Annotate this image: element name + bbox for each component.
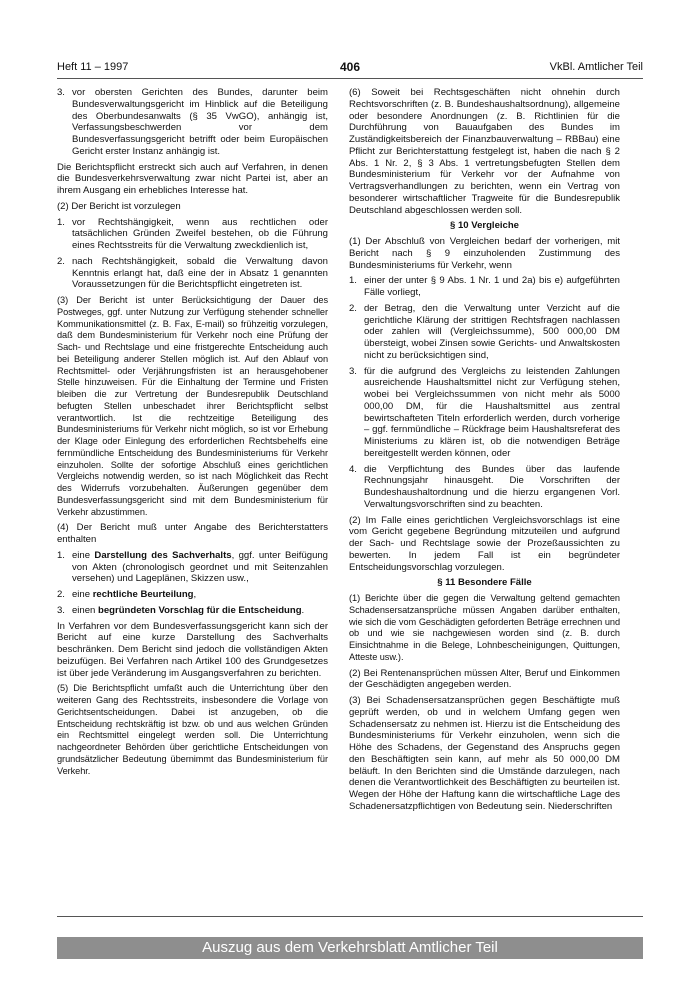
right-column: [349, 87, 620, 817]
footer-rule: [57, 916, 643, 917]
list-item: 3. für die aufgrund des Vergleichs zu leistenden Zahlungen ausreichende Haushaltsmittel nicht zur Verfügung stehen, wobei bei Vergleichssummen von nicht mehr als 5000 000,00 DM, für die Haushaltsmittel aus zentral bewirtschafteten Titeln erforderlich werden, durch vorherige – ggf. fernmündliche – Rückfrage beim Haushaltsreferat des Ministeriums zu klären ist, ob die notwendigen Beträge bereitgestellt werden können, oder: [349, 365, 620, 459]
footer-banner: Auszug aus dem Verkehrsblatt Amtlicher Teil: [57, 937, 643, 959]
paragraph: Die Berichtspflicht erstreckt sich auch auf Verfahren, in denen die Bundesverkehrsverwaltung zwar nicht Partei ist, aber an ihrem Ausgang ein erhebliches Interesse hat.: [57, 161, 328, 196]
paragraph: In Verfahren vor dem Bundesverfassungsgericht kann sich der Bericht auf eine kurze Darstellung des Sachverhalts beschränken. Dem Bericht sind jedoch die vollständigen Akten beizufügen. Bei Verfahren nach Artikel 100 des Grundgesetzes ist über jede Veränderung im Ausgangsverfahren zu berichten.: [57, 620, 328, 679]
section-heading: § 11 Besondere Fälle: [437, 577, 532, 589]
section-heading: § 10 Vergleiche: [450, 220, 519, 232]
paragraph: (3) Bei Schadensersatzansprüchen gegen Beschäftigte muß geprüft werden, ob und in welchem Umfang gegen wen Schadensersatz zu nehmen ist. Hierzu ist die Entscheidung des Bundesministeriums für Verkehr einzuholen, wenn sich die Höhe des Schadens, der Gegenstand des Anspruchs gegen den Beschäftigten sein kann, auf mehr als 50 000,00 DM beläuft. In den Berichten sind die Umstände darzulegen, nach denen die Verantwortlichkeit des Beschäftigten zu beurteilen ist. Wegen der Höhe der Haftung kann die wirtschaftliche Lage des Schadenersatzpflichtigen von Bedeutung sein. Niederschriften: [349, 695, 620, 812]
list-item: 3. vor obersten Gerichten des Bundes, darunter beim Bundesverwaltungsgericht im Hinblick auf die Beteiligung des Oberbundesanwalts (§ 35 VwGO), anhängig ist, Verfassungsbeschwerden vor dem Bundesverfassungsgericht betrifft oder beim Europäischen Gericht erster Instanz anhängig ist.: [57, 87, 328, 157]
list-item: 3. einen begründeten Vorschlag für die Entscheidung.: [57, 604, 305, 616]
paragraph: (1) Berichte über die gegen die Verwaltung geltend gemachten Schadensersatzansprüche müssen Angaben darüber enthalten, wie sich die vom Geschädigten geforderten Beträge errechnen und ob und wie sie nachgewiesen worden sind (z. B. durch Einsichtnahme in die Belege, Lohnbescheinigungen, Quittungen, Atteste usw.).: [349, 593, 620, 662]
page-header: [57, 58, 643, 76]
list-item: 2. der Betrag, den die Verwaltung unter Verzicht auf die gerichtliche Klärung der strittigen Rechtsfragen nachlassen oder zahlen will (Vergleichssumme), 500 000,00 DM übersteigt, wobei Zinsen sowie Gerichts- und Anwaltskosten nicht zu berücksichtigen sind,: [349, 302, 620, 361]
paragraph: (2) Bei Rentenansprüchen müssen Alter, Beruf und Einkommen der Geschädigten angegeben werden.: [349, 667, 620, 691]
list-item: 1. vor Rechtshängigkeit, wenn aus rechtlichen oder tatsächlichen Gründen Zweifel bestehen, ob die Führung eines Rechtsstreits für die Verwaltung zweckdienlich ist,: [57, 216, 328, 251]
paragraph: (1) Der Abschluß von Vergleichen bedarf der vorherigen, mit Bericht nach § 9 einzuholenden Zustimmung des Bundesministeriums für Verkehr, wenn: [349, 236, 620, 271]
page-number: 406: [339, 60, 361, 74]
paragraph: (4) Der Bericht muß unter Angabe des Berichterstatters enthalten: [57, 522, 328, 545]
list-item: 1. einer der unter § 9 Abs. 1 Nr. 1 und 2a) bis e) aufgeführten Fälle vorliegt,: [349, 275, 620, 298]
list-item: 4. die Verpflichtung des Bundes über das laufende Rechnungsjahr hinausgeht. Die Vorschriften der Bundeshaushaltordnung und die hierzu ergangenen Vorl. Verwaltungsvorschriften sind zu beachten.: [349, 463, 620, 510]
list-item: 2. eine rechtliche Beurteilung,: [57, 589, 197, 600]
issue-label: Heft 11 – 1997: [57, 61, 129, 73]
paragraph: (2) Im Falle eines gerichtlichen Vergleichsvorschlags ist eine vom Gericht gegebene Begründung mitzuteilen und aufgrund der Sach- und Rechtslage sowie der Prozeßaussichten zu bewerten. In jedem Fall ist ein begründeter Entscheidungsvorschlag vorzulegen.: [349, 514, 620, 573]
paragraph: (6) Soweit bei Rechtsgeschäften nicht ohnehin durch Rechtsvorschriften (z. B. Bundeshaushaltsordnung), allgemeine oder besondere Anordnungen (z. B. Richtlinien für die Durchführung von Bauaufgaben des Bundes im Zuständigkeitsbereich der Finanzbauverwaltung – RBBau) eine Pflicht zur Berichterstattung festgelegt ist, haben die nach § 2 Abs. 1 Nr. 2, § 3 Abs. 1 vertretungsbefugten Stellen dem Bundesministerium für Verkehr vor der Aufnahme von Vertragsverhandlungen zu berichten, wenn ein Vertrag von besonderer wirtschaftlicher Tragweite für die Bundesrepublik Deutschland abgeschlossen werden soll.: [349, 87, 620, 216]
header-rule: [57, 78, 643, 79]
list-item: 2. nach Rechtshängigkeit, sobald die Verwaltung davon Kenntnis erlangt hat, daß eine der in Absatz 1 genannten Voraussetzungen für die Berichtspflicht eingetreten ist.: [57, 255, 328, 291]
list-item: 1. eine Darstellung des Sachverhalts, ggf. unter Beifügung von Akten (chronologisch geordnet und mit Seitenzahlen versehen) und Lageplänen, Skizzen usw.,: [57, 549, 328, 585]
left-column: [57, 87, 328, 781]
paragraph: (2) Der Bericht ist vorzulegen: [57, 200, 181, 212]
paragraph: (5) Die Berichtspflicht umfaßt auch die Unterrichtung über den weiteren Gang des Rechtsstreits, insbesondere die Vorlage von Gerichtsentscheidungen. Dabei ist anzugeben, ob die Entscheidung rechtskräftig ist bzw. ob und aus welchen Gründen ein Rechtsmittel eingelegt werden soll. Die Unterrichtung nachgeordneter Behörden über gerichtliche Entscheidungen von grundsätzlicher Bedeutung übernimmt das Bundesministerium für Verkehr.: [57, 683, 328, 776]
publication-label: VkBl. Amtlicher Teil: [549, 61, 643, 73]
paragraph: (3) Der Bericht ist unter Berücksichtigung der Dauer des Postweges, ggf. unter Nutzung zur Verfügung stehender schneller Kommunikationsmittel (z. B. Fax, E-mail) so frühzeitig vorzulegen, daß dem Bundesministerium für Verkehr noch eine Prüfung der Sach- und Rechtslage und eine fristgerechte Entscheidung auch bei Beteiligung anderer Stellen möglich ist. Auf den Ablauf von Rechtsmittel- oder Verjährungsfristen ist an herausgehobener Stelle hinzuweisen. Für die Einhaltung der Termine und Fristen bleiben die zur Vertretung der Bundesrepublik Deutschland befugten Stellen unbeschadet ihrer Berichtspflicht selbst verantwortlich. Ist die rechtzeitige Beteiligung des Bundesministeriums für Verkehr nicht möglich, so ist vor Erhebung der Klage oder Einlegung des erforderlichen Rechtsbehelfs eine fernmündliche Entscheidung des Bundesministeriums für Verkehr einzuholen. Sollte der sofortige Abschluß eines gerichtlichen Vergleichs notwendig werden, so ist nach Möglichkeit das Recht des Widerrufs vorzubehalten. Äußerungen gegenüber dem Bundesverfassungsgericht sind mit dem Bundesministerium für Verkehr abzustimmen.: [57, 295, 328, 517]
